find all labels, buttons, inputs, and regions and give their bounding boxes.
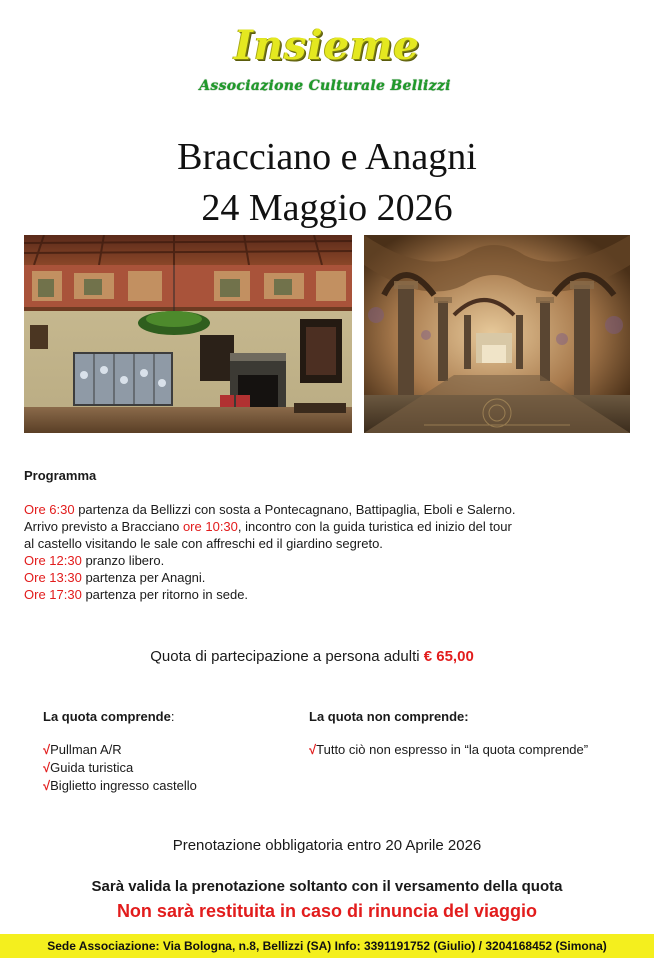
logo-subtitle bbox=[0, 78, 654, 94]
schedule-line bbox=[24, 586, 624, 603]
schedule-line: al castello visitando le sale con affreschi ed il giardino segreto. bbox=[24, 536, 383, 551]
booking-validity: Sarà valida la prenotazione soltanto con il versamento della quota bbox=[91, 878, 563, 895]
schedule-line bbox=[24, 518, 624, 535]
check-icon: √ bbox=[43, 760, 51, 775]
excludes-title: La quota non comprende: bbox=[309, 709, 469, 724]
event-title: Bracciano e Anagni bbox=[177, 136, 477, 178]
list-item-label: Pullman A/R bbox=[50, 742, 122, 757]
program-title: Programma bbox=[24, 468, 97, 483]
schedule-line bbox=[24, 501, 624, 518]
check-icon: √ bbox=[43, 778, 51, 793]
list-item-label: Tutto ciò non espresso in “la quota comprende” bbox=[316, 742, 589, 757]
includes-colon: : bbox=[170, 709, 175, 724]
program-schedule bbox=[24, 501, 624, 603]
booking-deadline: Prenotazione obbligatoria entro 20 Aprile 2026 bbox=[172, 837, 482, 854]
schedule-text: partenza da Bellizzi con sosta a Pontecagnano, Battipaglia, Eboli e Salerno. bbox=[74, 502, 516, 517]
list-item-label: Guida turistica bbox=[50, 760, 134, 775]
price-label: Quota di partecipazione a persona adulti bbox=[150, 648, 424, 665]
schedule-time: ore 10:30 bbox=[182, 519, 238, 534]
castle-hall-photo bbox=[24, 235, 352, 433]
price-value: € 65,00 bbox=[423, 648, 474, 665]
event-date: 24 Maggio 2026 bbox=[201, 187, 453, 229]
excludes-list bbox=[309, 741, 588, 759]
list-item bbox=[43, 759, 197, 777]
schedule-text: , incontro con la guida turistica ed inizio del tour bbox=[237, 519, 512, 534]
includes-list bbox=[43, 741, 197, 795]
schedule-time: Ore 6:30 bbox=[24, 502, 75, 517]
schedule-text: partenza per ritorno in sede. bbox=[81, 587, 249, 602]
price-line bbox=[0, 648, 624, 665]
list-item bbox=[43, 741, 197, 759]
schedule-time: Ore 12:30 bbox=[24, 553, 82, 568]
list-item-label: Biglietto ingresso castello bbox=[50, 778, 197, 793]
schedule-text: pranzo libero. bbox=[81, 553, 165, 568]
list-item bbox=[309, 741, 588, 759]
schedule-text: Arrivo previsto a Bracciano bbox=[24, 519, 183, 534]
includes-title bbox=[43, 709, 174, 724]
schedule-time: Ore 13:30 bbox=[24, 570, 82, 585]
footer-contact-bar: Sede Associazione: Via Bologna, n.8, Bellizzi (SA) Info: 3391191752 (Giulio) / 3204168452 (Simona) bbox=[0, 934, 654, 958]
check-icon: √ bbox=[309, 742, 317, 757]
check-icon: √ bbox=[43, 742, 51, 757]
includes-title-text: La quota comprende bbox=[43, 709, 171, 724]
schedule-line bbox=[24, 569, 624, 586]
schedule-text: partenza per Anagni. bbox=[81, 570, 206, 585]
logo-subtitle-text: Associazione Culturale Bellizzi bbox=[199, 78, 451, 94]
crypt-photo bbox=[364, 235, 630, 433]
logo-title: Insieme bbox=[234, 22, 420, 69]
list-item bbox=[43, 777, 197, 795]
refund-notice: Non sarà restituita in caso di rinuncia del viaggio bbox=[116, 901, 538, 921]
schedule-line bbox=[24, 552, 624, 569]
schedule-time: Ore 17:30 bbox=[24, 587, 82, 602]
